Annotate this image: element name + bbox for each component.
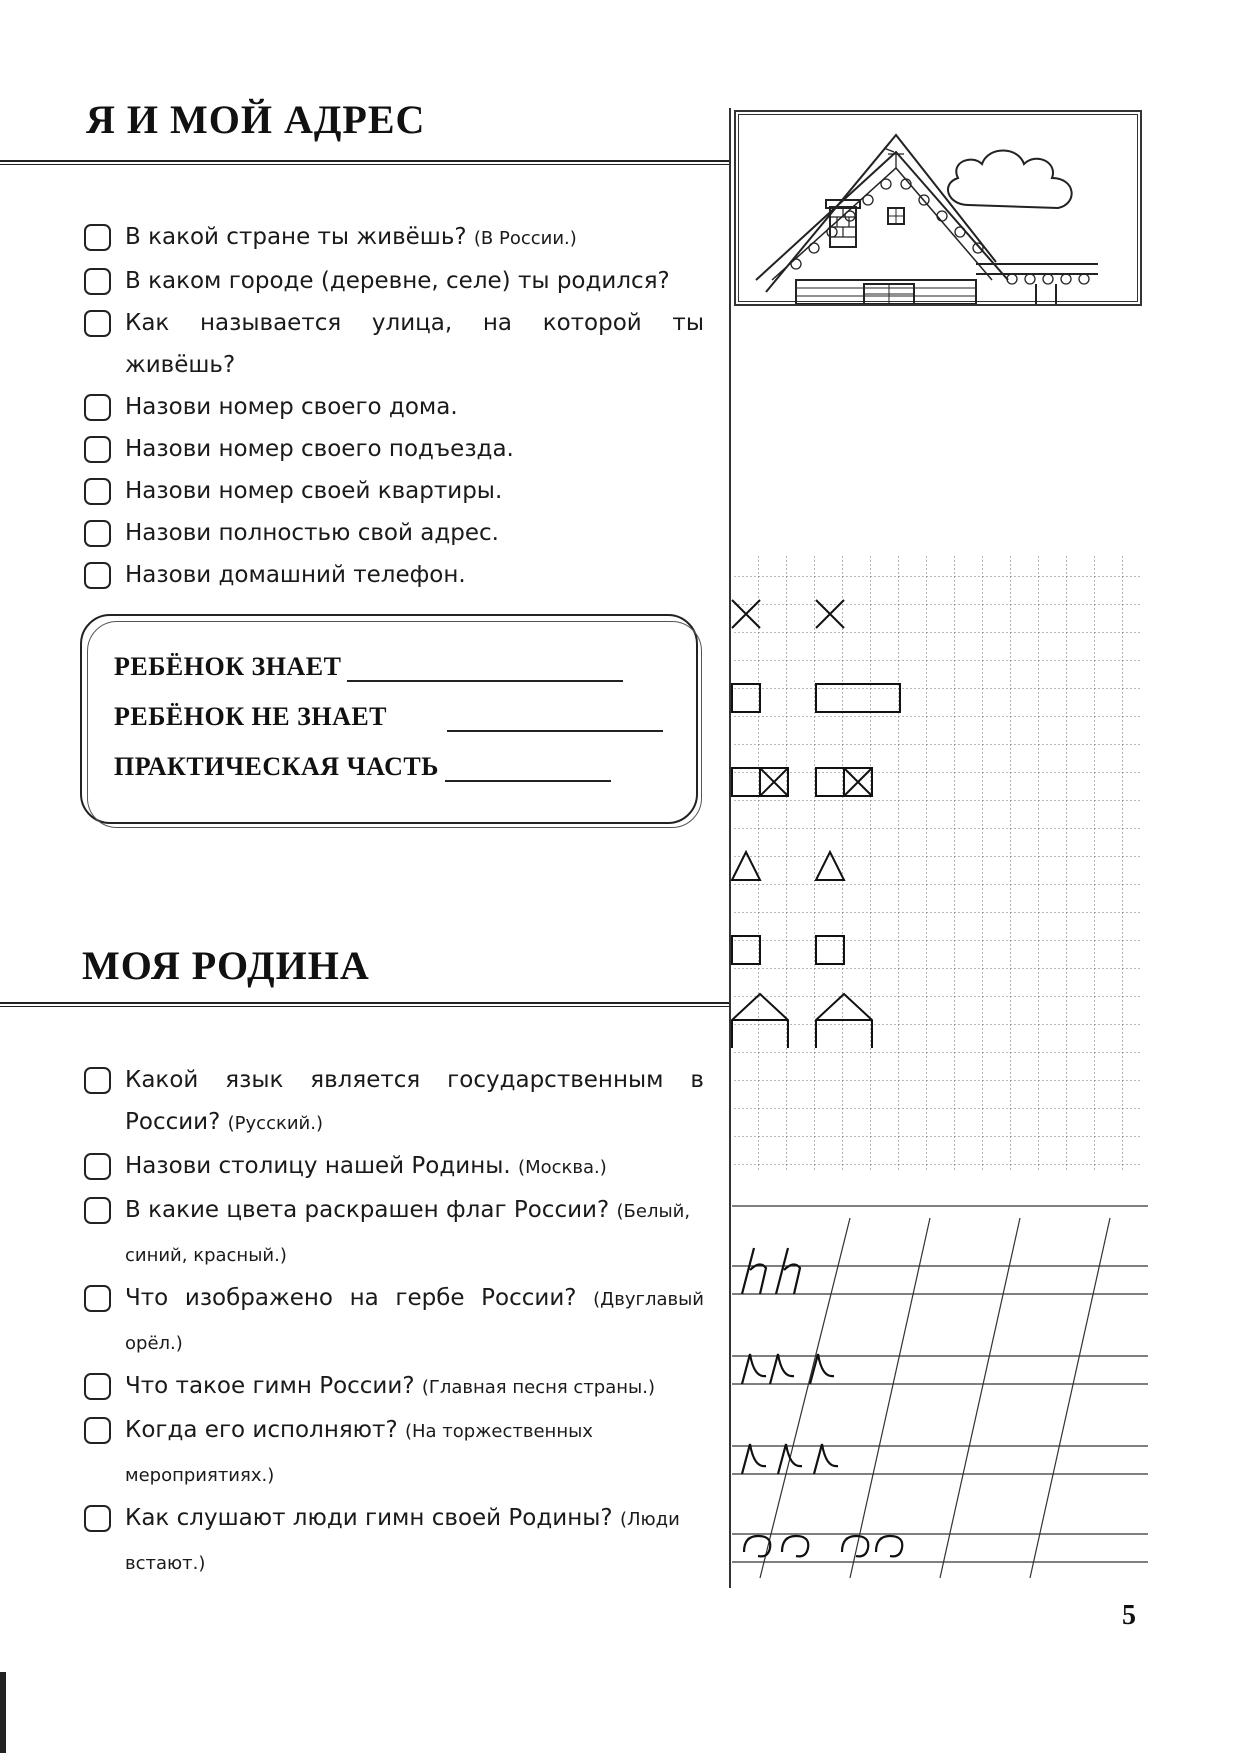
section1-rule [0,160,730,165]
section2-question-list [82,1059,704,1585]
handwriting-lines [732,1206,1148,1578]
question-item: В какие цвета раскрашен флаг России? (Белый, синий, красный.) [82,1189,704,1277]
section2-title: МОЯ РОДИНА [82,943,370,988]
knows-blank[interactable] [347,654,623,682]
checkbox-icon[interactable] [84,1153,111,1180]
grid-cells [732,554,1142,1172]
question-item: Назови номер своего дома. [82,386,704,428]
question-item: В какой стране ты живёшь? (В России.) [82,216,704,260]
question-item: Какой язык является государственным в России? (Русский.) [82,1059,704,1145]
checkbox-icon[interactable] [84,394,111,421]
section2-rule [0,1002,730,1007]
checkbox-icon[interactable] [84,1417,111,1444]
checkbox-icon[interactable] [84,310,111,337]
checkbox-icon[interactable] [84,520,111,547]
question-item: Назови столицу нашей Родины. (Москва.) [82,1145,704,1189]
not-knows-blank[interactable] [447,704,663,732]
checkbox-icon[interactable] [84,478,111,505]
pattern-grid-area [730,548,1150,1588]
checkbox-icon[interactable] [84,268,111,295]
practical-blank[interactable] [445,754,611,782]
checkbox-icon[interactable] [84,1197,111,1224]
checkbox-icon[interactable] [84,562,111,589]
status-practical-row: ПРАКТИЧЕСКАЯ ЧАСТЬ [114,752,611,782]
question-item: Что такое гимн России? (Главная песня страны.) [82,1365,704,1409]
section1-question-list [82,216,704,596]
checkbox-icon[interactable] [84,436,111,463]
status-not-knows-row: РЕБЁНОК НЕ ЗНАЕТ [114,702,663,732]
section1-title: Я И МОЙ АДРЕС [86,97,426,142]
checkbox-icon[interactable] [84,1505,111,1532]
checkbox-icon[interactable] [84,1373,111,1400]
scan-edge-mark [0,1672,6,1753]
house-illustration [736,112,1140,304]
question-item: Назови номер своей квартиры. [82,470,704,512]
question-item: Как слушают люди гимн своей Родины? (Люди встают.) [82,1497,704,1585]
assessment-box [80,614,698,824]
checkbox-icon[interactable] [84,224,111,251]
question-item: Назови номер своего подъезда. [82,428,704,470]
house-picture-frame [734,110,1142,306]
cloud-icon [948,151,1072,209]
question-item: Что изображено на гербе России? (Двуглавый орёл.) [82,1277,704,1365]
checkbox-icon[interactable] [84,1285,111,1312]
question-item: Как называется улица, на которой ты живёшь? [82,302,704,386]
checkbox-icon[interactable] [84,1067,111,1094]
question-item: Назови полностью свой адрес. [82,512,704,554]
status-knows-row: РЕБЁНОК ЗНАЕТ [114,652,623,682]
page-number: 5 [1122,1600,1136,1631]
question-item: Когда его исполняют? (На торжественных мероприятиях.) [82,1409,704,1497]
question-item: В каком городе (деревне, селе) ты родился? [82,260,704,302]
question-item: Назови домашний телефон. [82,554,704,596]
